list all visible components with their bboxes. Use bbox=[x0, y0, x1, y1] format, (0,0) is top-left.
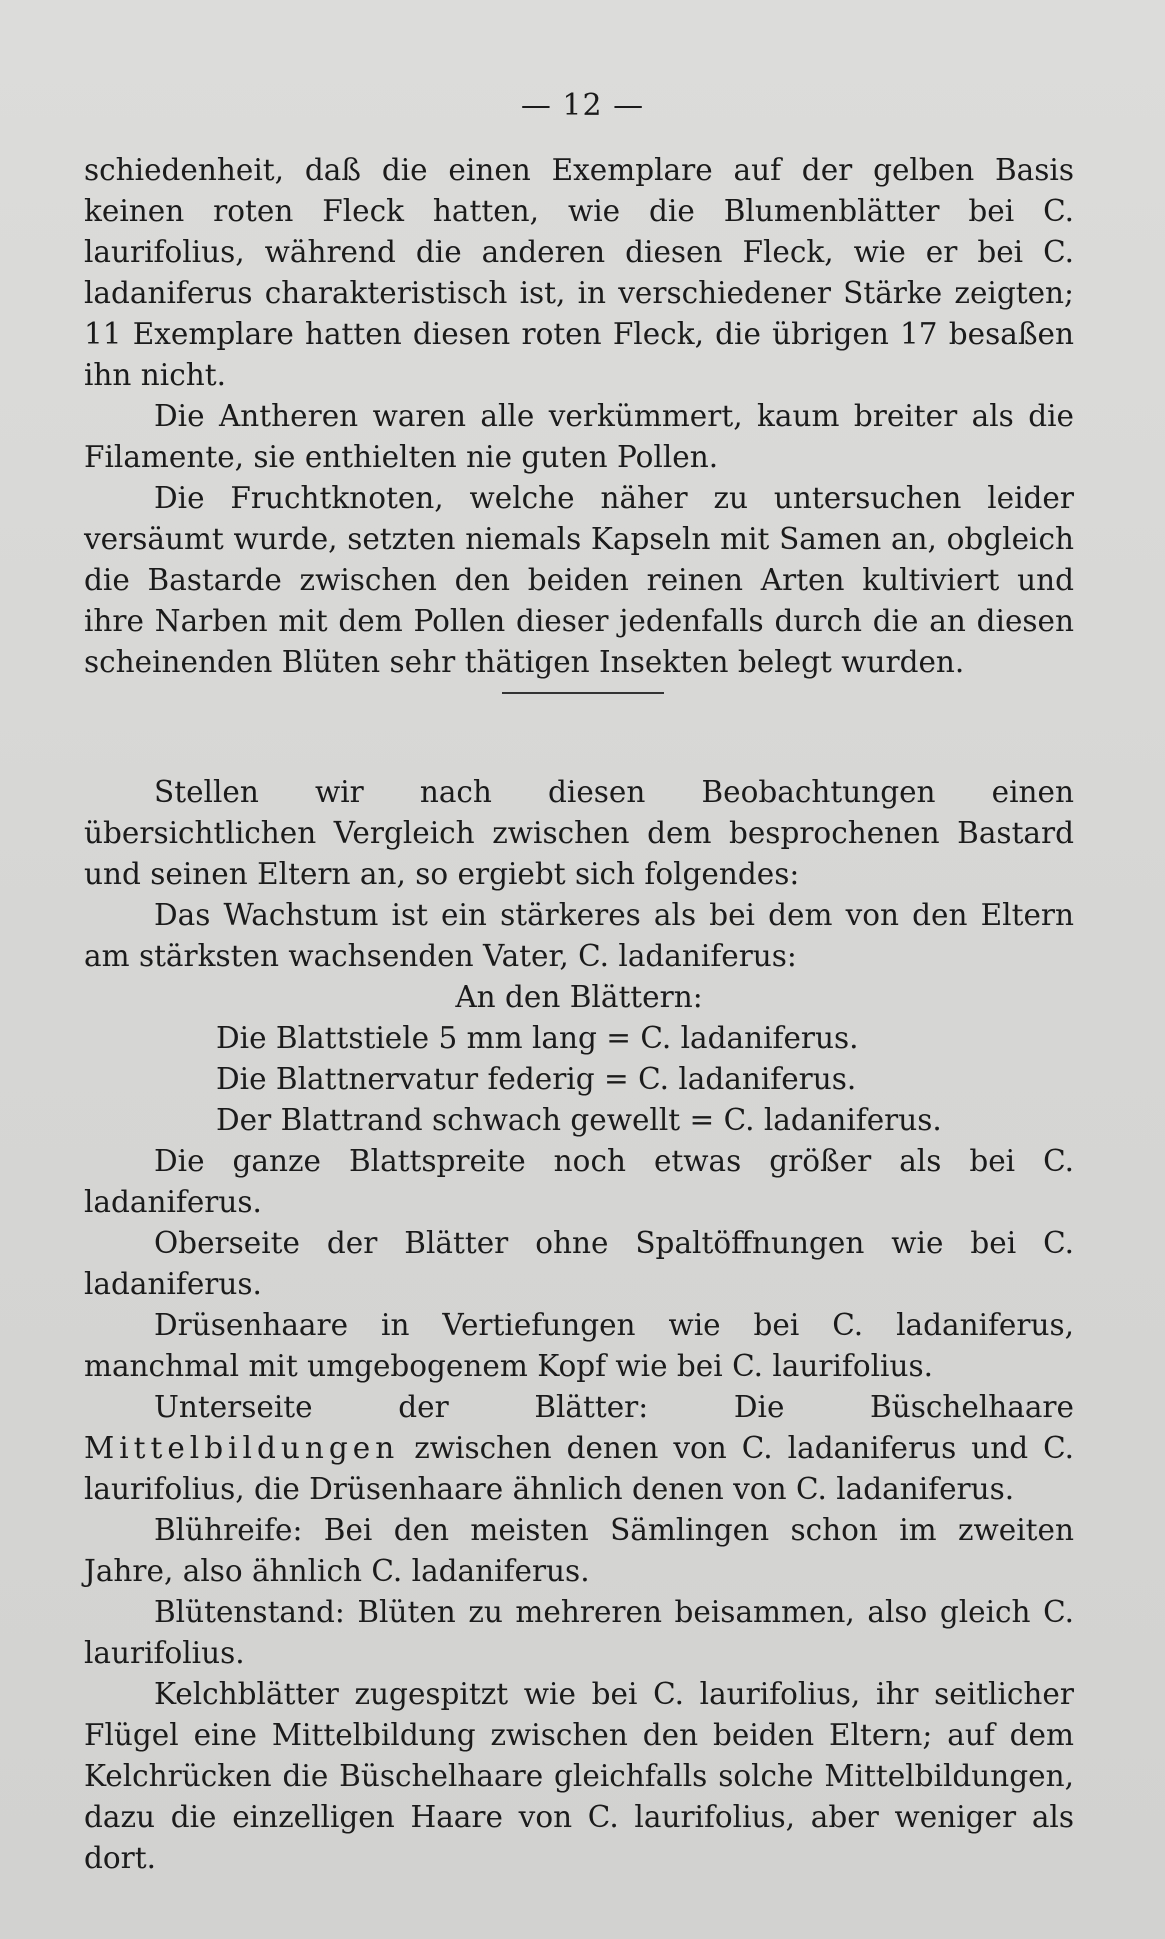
leaves-heading: An den Blättern: bbox=[455, 980, 703, 1014]
paragraph-wachstum: Das Wachstum ist ein stärkeres als bei dem von den Eltern am stärksten wachsenden Vater, C. ladaniferus: bbox=[84, 898, 1074, 973]
paragraph-druesenhaare: Drüsenhaare in Vertiefungen wie bei C. ladaniferus, manchmal mit umgebogenem Kopf wie bei C. laurifolius. bbox=[84, 1308, 1074, 1383]
leaf-item: Der Blattrand schwach gewellt = C. ladaniferus. bbox=[216, 1103, 942, 1137]
comparison-block bbox=[84, 772, 1074, 1879]
paragraph-kelchblaetter: Kelchblätter zugespitzt wie bei C. laurifolius, ihr seitlicher Flügel eine Mittelbildung zwischen den beiden Eltern; auf dem Kelchrücken die Büschelhaare gleichfalls solche Mittelbildungen, dazu die einzelligen Haare von C. laurifolius, aber weniger als dort. bbox=[84, 1677, 1074, 1875]
unterseite-text-c: zwischen denen von C. ladaniferus und C. laurifolius, die Drüsenhaare ähnlich denen von C. ladaniferus. bbox=[84, 1431, 1074, 1506]
section-divider bbox=[502, 692, 664, 694]
paragraph-blattspreite: Die ganze Blattspreite noch etwas größer als bei C. ladaniferus. bbox=[84, 1144, 1074, 1219]
paragraph-continuation: schiedenheit, daß die einen Exemplare auf der gelben Basis keinen roten Fleck hatten, wie die Blumenblätter bei C. laurifolius, während die anderen diesen Fleck, wie er bei C. ladaniferus charakteristisch ist, in verschiedener Stärke zeigten; 11 Exemplare hatten diesen roten Fleck, die übrigen 17 besaßen ihn nicht. bbox=[84, 153, 1074, 392]
paragraph-antheren: Die Antheren waren alle verkümmert, kaum breiter als die Filamente, sie enthielten nie guten Pollen. bbox=[84, 399, 1074, 474]
top-text-block bbox=[84, 150, 1074, 683]
leaf-item: Die Blattstiele 5 mm lang = C. ladaniferus. bbox=[216, 1021, 859, 1055]
paragraph-fruchtknoten: Die Fruchtknoten, welche näher zu untersuchen leider versäumt wurde, setzten niemals Kapseln mit Samen an, obgleich die Bastarde zwischen den beiden reinen Arten kultiviert und ihre Narben mit dem Pollen dieser jedenfalls durch die an diesen scheinenden Blüten sehr thätigen Insekten belegt wurden. bbox=[84, 481, 1074, 679]
leaf-item: Die Blattnervatur federig = C. ladaniferus. bbox=[216, 1062, 857, 1096]
unterseite-text-a: Unterseite der Blätter: Die Büschelhaare bbox=[154, 1390, 1074, 1424]
paragraph-intro: Stellen wir nach diesen Beobachtungen einen übersichtlichen Vergleich zwischen dem besprochenen Bastard und seinen Eltern an, so ergiebt sich folgendes: bbox=[84, 775, 1074, 891]
paragraph-bluetenstand: Blütenstand: Blüten zu mehreren beisammen, also gleich C. laurifolius. bbox=[84, 1595, 1074, 1670]
unterseite-emphasis: Mittelbildungen bbox=[84, 1431, 400, 1465]
paragraph-oberseite: Oberseite der Blätter ohne Spaltöffnungen wie bei C. ladaniferus. bbox=[84, 1226, 1074, 1301]
page-number: — 12 — bbox=[520, 88, 645, 123]
paragraph-bluehreife: Blühreife: Bei den meisten Sämlingen schon im zweiten Jahre, also ähnlich C. ladaniferus. bbox=[84, 1513, 1074, 1588]
paragraph-unterseite bbox=[84, 1387, 1074, 1510]
